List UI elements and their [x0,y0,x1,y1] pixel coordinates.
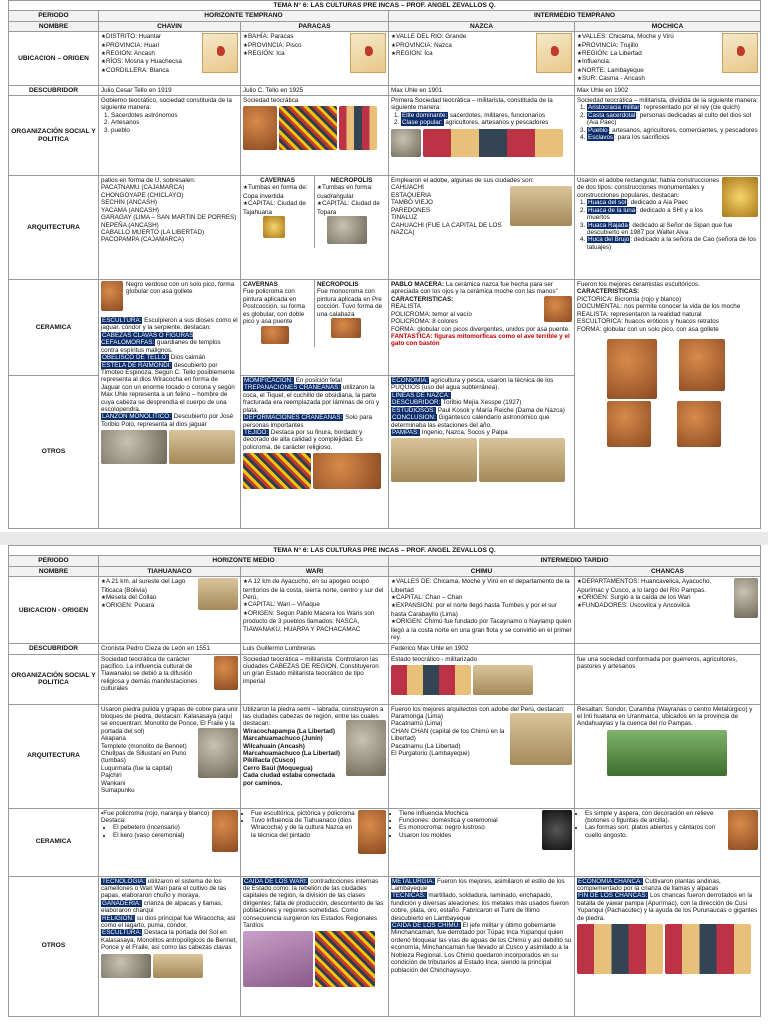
chimu-ceramics: • Tiene influencia Mochica • Funciones: doméstica y ceremonial • Es monocroma: negro lustroso • Usaron los moldes [389,808,575,876]
horizon-header: HORIZONTE MEDIO [99,556,389,566]
page-1 [8,0,760,532]
row-label-location: UBICACION - ORIGEN [9,577,99,644]
tiahuanaco-discoverer: Cronista Pedro Cieza de León en 1551 [99,644,241,654]
chancas-organization: fue una sociedad conformada por guerreros, agricultores, pastores y artesanos [575,654,761,704]
nazca-organization: Primera Sociedad teocrática – militarista, constituida de la siguiente manera: 1. Elite dominante: sacerdotes, militares, funcionarios 2. Clase popular: agricultores, artesanos y pescadores [389,96,575,176]
boats-image [473,665,533,695]
textile-image [243,453,311,489]
vessel-image [728,810,758,850]
map-image [536,33,572,73]
chavin-organization: Gobierno teocrático, sociedad constituida de la siguiente manera: 1. Sacerdotes astrónomos 2. Artesanos 3. pueblo [99,96,241,176]
chavin-discoverer: Julio Cesar Tello en 1919 [99,85,241,95]
chimu-location: ★ VALLES DE: Chicama, Moche y Virú en el departamento de la Libertad ★ CAPITAL: Chan – Chan ★ EXPANSION: por el norte llegó hasta Tumbes y por el sur hasta Carabayllo (Lima) ★ ORIGEN: Chimú fue fundado por Tacaynamo o Naylamp quien llegó a la costa norte en una gran flota y se convirtió en el primer rey. [389,577,575,644]
culture-tiahuanaco: TIAHUANACO [99,566,241,576]
paracas-discoverer: Julio C. Tello en 1925 [241,85,389,95]
tiahuanaco-architecture: Usaron piedra pulida y grapas de cobre para unir bloques de piedra, destacan: Kalasasaya (aquí se encuentran: Monolito de Ponce, El Fraile y la portada del sol) Akapana Templete (monolito de Bennet) Chullpas de Sillustani en Puno (tumbas) Luqurmata (fue la capital) Pajchiri Wankani Sumapunku [99,704,241,808]
chimu-discoverer: Federico Max Uhle en 1902 [389,644,575,654]
people-image [339,106,377,150]
page-2 [8,545,760,1024]
gate-of-sun-image [198,728,238,778]
culture-paracas: PARACAS [241,21,389,31]
map-image [350,33,386,73]
stela-image [101,430,167,464]
chavin-architecture: patios en forma de U, sobresalen: PACATNAMU (CAJAMARCA) CHONGOYAPE (CHICLAYO) SECHIN (ANCASH) YACAMA (ANCASH) GARAGAY (LIMA – SAN MARTIN DE PORRES) NEPEÑA (ANCASH) CABALLO MUERTO (LA LIBERTAD) PACOPAMPA (CAJAMARCA) [99,176,241,280]
map-image [722,33,758,73]
battle-image [665,924,751,974]
nazca-lines-image [479,438,565,482]
horizon-header: HORIZONTE TEMPRANO [99,11,389,21]
tiahuanaco-ceramics: ▪ Fue policroma (rojo, naranja y blanco) Destaca: • El pebetero (incensario) • El kero (vaso ceremonial) [99,808,241,876]
mochica-organization: Sociedad teocrática – militarista, dividida de la siguiente manera: 1. Aristocracia militar: representado por el rey (cie quich) 2. Casta sacerdotal: personas dedicadas al culto del dios sol (Aia Paec) 3. Pueblo: artesanos, agricultores, comerciantes, y pescadores 4. Esclavos: para los sacrificios [575,96,761,176]
row-label-organization: ORGANIZACIÓN SOCIAL Y POLITICA [9,96,99,176]
lanzon-image [169,430,235,464]
map-image [243,931,313,987]
chimu-organization: Estado teocrático - militarizado [389,654,575,704]
warrior-image [734,578,758,618]
vessel-image [544,296,572,322]
row-label-other: OTROS [9,876,99,1016]
mochica-ceramics-other: Fueron los mejores ceramistas escultóricos. CARACTERISTICAS: PICTORICA: Bicromía (rojo y blanco) DOCUMENTAL: nos permite conocer la vida de los moche REALISTA: representaron la realidad natural ESCULTORICA: huacos eróticos y huacos retratos FORMA: globular con un solo pico, con asa gollete [575,280,761,529]
nazca-other: ECONOMIA: agricultura y pesca, usaron la técnica de los PUQUIOS (uso del agua subterránea). LINEAS DE NAZCA: DESCUBRIDOR: Toribio Mejía Xesspe (1927) ESTUDIOSOS: Paul Kosok y María Reiche (Dama de Nazca) CONCLUSION: Gigantesco calendario astronómico que determinaba las estaciones del año. PAMPAS: Ingenio, Nazca, Socos y Palpa [389,376,575,529]
document-title: TEMA N° 6: LAS CULTURAS PRE INCAS – PROF. ANGEL ZEVALLOS Q. [9,1,761,11]
mochica-location: ★ VALLES: Chicama, Moche y Virú ★ PROVINCIA: Trujillo ★ REGIÓN: La Libertad ★ Influencia: ★ NORTE: Lambayeque ★ SUR: Casma - Ancash [575,32,761,85]
mochica-architecture: Usaron el adobe rectangular, había construcciones de dos tipos: construcciones monumentales y construcciones populares, destacan: 1. Huaca del sol: dedicado a Aia Paec 2. Huaca de la luna: dedicado a SHI y a los muertos 3. Huaca Rajada: dedicado al Señor de Sipan que fue descubierto en 1987 por Walter Alva 4. Huca del Brujo: dedicado a la señora de Cao (señora de los tatuajes) [575,176,761,280]
tiahuanaco-location: ★ A 21 km. al sureste del Lago Titicaca (Bolivia) ★ Meseta del Collao ★ ORIGEN: Pucara [99,577,241,644]
culture-chancas: CHANCAS [575,566,761,576]
period-label: PERIODO [9,11,99,21]
huaco-image [677,401,721,447]
huaco-image [607,401,651,447]
chavin-ceramics-other: Negro verdoso con un solo pico, forma globular con asa gollete ESCULTURA: Esculpieron a sus dioses como el jaguar, cóndor y la serpiente, destacan: CABEZAS CLAVAS O FIGURAS CEFALOMORFAS: guardianes de templos contra espíritus malignos. OBELISCO DE TELLO: Dios caimán ESTELA DE RAIMONDI: descubierto por Timoteo Espinoza, Según C. Tello posiblemente representa al dios Wiracocha en forma de Jaguar con un enorme tocado o corona y según Max Uhle representa a un felino – hombre de cuya cabeza se desprendía el cuerpo de una escolopendra. LANZON MONOLITICO: Descubierto por José Toribio Polo, representa al dios jaguar [99,280,241,529]
ruins-image [346,720,386,776]
chancas-location: ★ DEPARTAMENTOS: Huancavelica, Ayacucho, Apurímac y Cusco, a lo largo del Río Pampas. ★ ORIGEN: Surgió a la caída de los Wari ★ FUNDADORES: Uscovilca y Ancovilca [575,577,761,644]
chavin-location: ★ DISTRITO: Huantar ★ PROVINCIA: Huari ★ REGION: Ancash ★ RÍOS: Mosna y Huachecsa ★ CORDILLERA: Blanca [99,32,241,85]
people-image [423,129,563,157]
tiahuanaco-organization: Sociedad teocrática de carácter pacífico. La influencia cultural de Tiawanaku se debió a la difusión religiosa y demás manifestaciones culturales [99,654,241,704]
culture-mochica: MOCHICA [575,21,761,31]
wari-architecture: Utilizaron la piedra semi – labrada, construyeron a las ciudades cabezas de región, entre las cuales destacan: Wiracochapampa (La Libertad) Marcahuamachuco (Junín) Wilcahuain (Ancash) Marcahuamachuco (La Libertad) Pikillacta (Cusco) Cerro Baúl (Moquegua) Cada ciudad estaba conectada por caminos. [241,704,389,808]
chancas-discoverer [575,644,761,654]
wari-location: ★ A 12 km de Ayacucho, en su apogeo ocupó territorios de la costa, sierra norte, centro y sur del Perú, ★ CAPITAL: Wari – Viñaque ★ ORIGEN: Según Pablo Macera los Waris son producto de 3 pueblos llamados: NASCA, TIAWANAKU, HUARPA Y PACHACAMAC [241,577,389,644]
paracas-organization: Sociedad teocrática [241,96,389,176]
chancas-ceramics: • Es simple y áspera, con decoración en relieve (botones o figuritas de arcilla). • Las formas son: platos abiertos y cántaros con cuello angosto. [575,808,761,876]
row-label-location: UBICACION – ORIGEN [9,32,99,85]
nazca-lines-image [391,438,477,482]
vessel-image [331,318,361,338]
nazca-discoverer: Max Uhle en 1901 [389,85,575,95]
monolith-image [101,954,151,978]
row-label-architecture: ARQUITECTURA [9,176,99,280]
chancas-architecture: Resaltan: Sondor, Curamba (Wayranas o centro Metalúrgico) y el Inti huatana en Uranmarca, ubicados en la provincia de Andahuaylas y la cuenca del río Pampas. [575,704,761,808]
intermediate-header: INTERMEDIO TEMPRANO [389,11,761,21]
crops-image [153,954,203,978]
ruins-image [510,186,572,226]
tomb-image [327,216,367,244]
chimu-architecture: Fueron los mejores arquitectos con adobe del Perú, destacan: Paramonga (Lima) Pacatnamú (Lima) CHAN CHAN (capital de los Chimú en la Libertad) Pacatnamu (La Libertad) El Purgatorio (Lambayeque) [389,704,575,808]
nazca-ceramics: PABLO MACERA: La cerámica nazca fue hecha para ser apreciada con los ojos y la cerámica moche con las manos" CARACTERISTICAS: REALISTA POLICROMA: temor al vacío POLICROMA: 8 colores FORMA: globular con picos divergentes, unidos por asa puente. FANTASTICA: figuras mitomorficas como el ave terrible y el gato con bastón [389,280,575,376]
row-label-ceramics: CERAMICA [9,280,99,376]
row-label-discoverer: DESCUBRIDOR [9,644,99,654]
textile-image [315,931,375,987]
battle-image [577,924,663,974]
culture-wari: WARI [241,566,389,576]
gold-mask-image [722,177,758,217]
tiahuanaco-other: TECNOLOGIA: utilizaron el sistema de los camellones o Wari Wari para el cultivo de las papas, elaboraron chuño y moraya. GANADERIA: crianza de alpacas y llamas, elaboraron charqui RELIGION: su dios principal fue Wiracocha, así como el lagarto, puma, cóndor. ESCULTURA: Destaca la portada del Sol en Kalasasaya, Monolitos antropolígicos de Bennet, Ponce y el Fraile, así como las cabezas clavas [99,876,241,1016]
name-label: NOMBRE [9,566,99,576]
paracas-ceramics: CAVERNAS Fue policroma con pintura aplicada en Postcoccion, su forma es globular, con doble pico y asa puente NECROPOLIS Fue monocroma con pintura aplicada en Pre cocción. Tuvo forma de una calabaza [241,280,389,376]
vessel-image [261,326,289,344]
mummy-image [243,106,277,150]
culture-chavin: CHAVIN [99,21,241,31]
textile-image [313,453,381,489]
nazca-location: ★ VALLE DEL RIO: Grande ★ PROVINCIA: Nazca ★ REGION: Ica [389,32,575,85]
culture-chimu: CHIMU [389,566,575,576]
row-label-architecture: ARQUITECTURA [9,704,99,808]
figure-image [214,656,238,690]
chan-chan-image [510,713,572,765]
huaco-image [607,339,657,399]
vessel-image [358,810,386,854]
row-label-discoverer: DESCUBRIDOR [9,85,99,95]
name-label: NOMBRE [9,21,99,31]
paracas-architecture: CAVERNAS ★ Tumbas en forma de: Copa invertida ★ CAPITAL: Ciudad de Tajahuana NECROPOLIS ★ Tumbas en forma: cuadrangular ★ CAPITAL: Ciudad de Topara [241,176,389,280]
row-label-other: OTROS [9,376,99,529]
people-image [391,665,471,695]
chancas-other: ECONOMIA CHANCA: Cultivaron plantas andinas, complementado por la crianza de llamas y alpacas FIN DE LOS CHANCAS: Los chancas fueron derrotados en la batalla de yawar pampa (Apurímac), con la dirección de Cusi Yupanqui (Pachacútec) y la ayuda de los Purunaucas o gigantes de piedra. [575,876,761,1016]
paracas-location: ★ BAHÍA: Paracas ★ PROVINCIA: Pisco ★ REGIÓN: Ica [241,32,389,85]
wari-other: CAIDA DE LOS WARI: contradicciones internas de Estado como: la rebelión de las ciudades capitales de región, la división de las clases dirigentes, falta de producción, descontento de las poblaciones y regiones sometidas. Como consecuencia surgieron los Estados Regionales Tardíos [241,876,389,1016]
black-vessel-image [542,810,572,850]
wari-ceramics: • Fue escultórica, pictórica y policroma • Tuvo influencia de Tiahuanaco (dios Wiracocha) y de la cultura Nazca en la técnica del pintado [241,808,389,876]
nazca-architecture: Emplearon el adobe, algunas de sus ciudades son: CAHUACHI ESTAQUERIA TAMBO VIEJO PAREDONES TINALUZ CAHUACHI (FUE LA CAPITAL DE LOS NAZCA) [389,176,575,280]
map-image [202,33,238,73]
wari-discoverer: Luis Guillermo Lumbreras [241,644,389,654]
paracas-other: MOMIFICACION: En posición fetal TREPANACIONES CRANEANAS: utilizaron la coca, el Tiquel, el cuchillo de obsidiana, la parte fracturada era reemplazada por láminas de oro y plata. DEFORMACIONES CRANEANAS: Solo para personas importantes TEJIDO: Destaca por su finura, bordado y decorado de alta calidad y complejidad. Es policroma, de carácter religioso. [241,376,389,529]
mochica-discoverer: Max Uhle en 1902 [575,85,761,95]
terraces-image [607,730,727,776]
row-label-ceramics: CERAMICA [9,808,99,876]
culture-nazca: NAZCA [389,21,575,31]
portrait-image [391,129,421,157]
period-label: PERIODO [9,556,99,566]
chimu-other: METALURGIA: Fueron los mejores, asimilaron el estilo de los Lambayeque TECNICAS: martillado, soldadura, laminado, enchapado, fundición y diversas aleaciones; los metales más usados fueron cobre, plata, oro, estaño. Fabricaron el Tumi de Illimo descubierto en Lambayeque CAIDA DE LOS CHIMU: El jefe militar y último gobernante Minchancamán, fue derrotado por Túpac Inca Yupanqui quien ordenó bloquear las vías de aguas de los Chimú y así debilitó su economía, Minchancaman fue llevado al Cusco y asimilado a la Nobleza Regional. Los Chimú quedaron incorporados en su condición de tributarios al Estado Inca, siendo la principal población del Chinchaysuyo. [389,876,575,1016]
intermediate-header: INTERMEDIO TARDIO [389,556,761,566]
kero-image [212,810,238,852]
document-title: TEMA N° 6: LAS CULTURAS PRE INCAS – PROF. ANGEL ZEVALLOS Q. [9,546,761,556]
page-separator [0,532,768,545]
tomb-image [263,216,285,238]
wari-organization: Sociedad teocrática – militarista. Controlaron las ciudades CABEZAS DE REGION. Constituyeron un gran Estado militarista teocrático de tipo imperial [241,654,389,704]
map-image [198,578,238,610]
huaco-image [679,339,725,391]
vessel-image [101,281,123,311]
textile-image [279,106,337,150]
row-label-organization: ORGANIZACIÓN SOCIAL Y POLITICA [9,654,99,704]
